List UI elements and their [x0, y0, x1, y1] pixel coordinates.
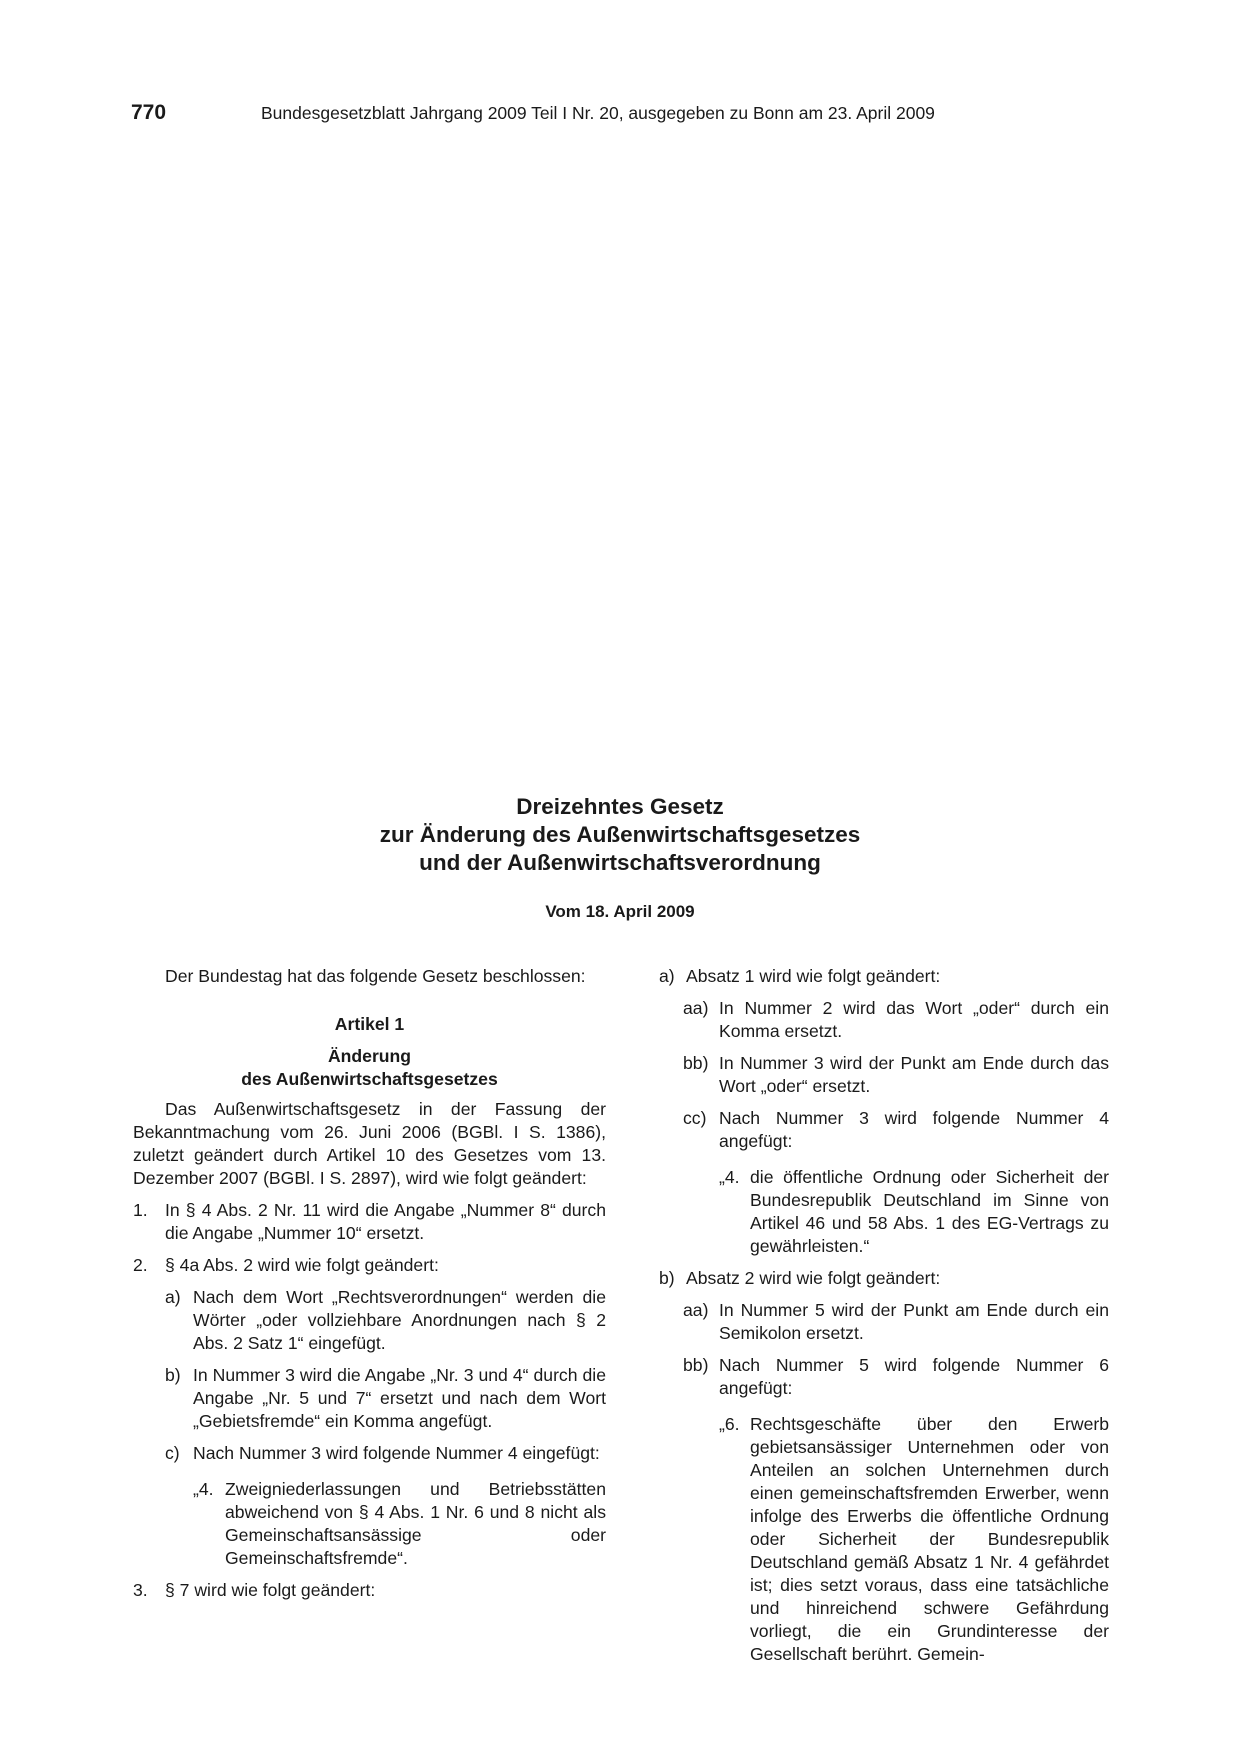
article-title-line-1: Änderung — [327, 1046, 412, 1066]
item-text: In Nummer 5 wird der Punkt am Ende durch ein Semikolon ersetzt. — [719, 1300, 1109, 1343]
list-item-b — [659, 1267, 1109, 1666]
list-item-2c — [165, 1442, 606, 1570]
item-label: 2. — [133, 1255, 148, 1275]
item-label: 1. — [133, 1200, 148, 1220]
right-column — [659, 965, 1109, 1666]
list-item-aa — [683, 997, 1109, 1043]
item-text: Nach Nummer 3 wird folgende Nummer 4 angefügt: — [719, 1108, 1109, 1151]
item-text: In Nummer 3 wird der Punkt am Ende durch das Wort „oder“ ersetzt. — [719, 1053, 1109, 1096]
list-item-2 — [133, 1254, 606, 1570]
item-text: In Nummer 2 wird das Wort „oder“ durch ein Komma ersetzt. — [719, 998, 1109, 1041]
item-label: aa) — [683, 1300, 709, 1320]
item-label: „4. — [193, 1479, 214, 1499]
item-text: In § 4 Abs. 2 Nr. 11 wird die Angabe „Nummer 8“ durch die Angabe „Nummer 10“ ersetzt. — [165, 1200, 606, 1243]
intro-paragraph: Der Bundestag hat das folgende Gesetz beschlossen: — [165, 966, 586, 986]
list-item-1 — [133, 1199, 606, 1245]
quoted-item-4 — [719, 1166, 1109, 1258]
item-text: Absatz 1 wird wie folgt geändert: — [686, 966, 941, 986]
item-text: In Nummer 3 wird die Angabe „Nr. 3 und 4“ durch die Angabe „Nr. 5 und 7“ ersetzt und nach dem Wort „Gebietsfremde“ ein Komma angefügt. — [193, 1365, 606, 1431]
page-number: 770 — [131, 101, 167, 124]
list-item-b-bb — [683, 1354, 1109, 1666]
item-label: bb) — [683, 1053, 709, 1073]
article-paragraph: Das Außenwirtschaftsgesetz in der Fassung der Bekanntmachung vom 26. Juni 2006 (BGBl. I S. 1386), zuletzt geändert durch Artikel 10 des Gesetzes vom 13. Dezember 2007 (BGBl. I S. 2897), wird wie folgt geändert: — [133, 1099, 606, 1188]
list-item-2b — [165, 1364, 606, 1433]
quoted-item-4 — [193, 1478, 606, 1570]
list-item-3 — [133, 1579, 606, 1602]
item-text: Nach Nummer 5 wird folgende Nummer 6 angefügt: — [719, 1355, 1109, 1398]
title-line-1: Dreizehntes Gesetz — [516, 794, 724, 819]
item-text: Zweigniederlassungen und Betriebsstätten abweichend von § 4 Abs. 1 Nr. 6 und 8 nicht als Gemeinschaftsansässige oder Gemeinschaftsfremde“. — [225, 1479, 606, 1568]
item-text: Nach dem Wort „Rechtsverordnungen“ werden die Wörter „oder vollziehbare Anordnungen nach § 2 Abs. 2 Satz 1“ eingefügt. — [193, 1287, 606, 1353]
item-label: b) — [165, 1365, 181, 1385]
item-label: b) — [659, 1268, 675, 1288]
list-item-b-aa — [683, 1299, 1109, 1345]
title-line-3: und der Außenwirtschaftsverordnung — [419, 850, 821, 875]
item-text: Nach Nummer 3 wird folgende Nummer 4 eingefügt: — [193, 1443, 600, 1463]
article-label: Artikel 1 — [334, 1014, 405, 1034]
item-text: § 7 wird wie folgt geändert: — [165, 1580, 376, 1600]
item-label: bb) — [683, 1355, 709, 1375]
left-column — [133, 965, 606, 1602]
article-title-line-2: des Außenwirtschaftsgesetzes — [241, 1069, 498, 1089]
item-label: cc) — [683, 1108, 707, 1128]
item-text: § 4a Abs. 2 wird wie folgt geändert: — [165, 1255, 439, 1275]
item-label: 3. — [133, 1580, 148, 1600]
item-label: „6. — [719, 1414, 740, 1434]
list-item-2a — [165, 1286, 606, 1355]
item-label: a) — [659, 966, 675, 986]
document-title — [300, 793, 940, 877]
item-label: a) — [165, 1287, 181, 1307]
article-title — [133, 1045, 606, 1091]
title-line-2: zur Änderung des Außenwirtschaftsgesetzes — [379, 822, 861, 847]
document-date: Vom 18. April 2009 — [545, 902, 695, 921]
item-label: c) — [165, 1443, 180, 1463]
item-text: Rechtsgeschäfte über den Erwerb gebietsansässiger Unternehmen oder von Anteilen an solchen Unternehmen durch einen gemeinschaftsfremden Erwerber, wenn infolge des Erwerbs die öffentliche Ordnung oder Sicherheit der Bundesrepublik Deutschland gemäß Absatz 1 Nr. 4 gefährdet ist; dies setzt voraus, dass eine tatsächliche und hinreichend schwere Gefährdung vorliegt, die ein Grundinteresse der Gesellschaft berührt. Gemein- — [750, 1414, 1109, 1664]
list-item-a — [659, 965, 1109, 1258]
running-header: Bundesgesetzblatt Jahrgang 2009 Teil I Nr. 20, ausgegeben zu Bonn am 23. April 2009 — [261, 103, 935, 123]
item-text: die öffentliche Ordnung oder Sicherheit der Bundesrepublik Deutschland im Sinne von Artikel 46 und 58 Abs. 1 des EG-Vertrags zu gewährleisten.“ — [750, 1167, 1109, 1256]
item-text: Absatz 2 wird wie folgt geändert: — [686, 1268, 941, 1288]
list-item-bb — [683, 1052, 1109, 1098]
list-item-cc — [683, 1107, 1109, 1258]
quoted-item-6 — [719, 1413, 1109, 1666]
item-label: aa) — [683, 998, 709, 1018]
item-label: „4. — [719, 1167, 740, 1187]
